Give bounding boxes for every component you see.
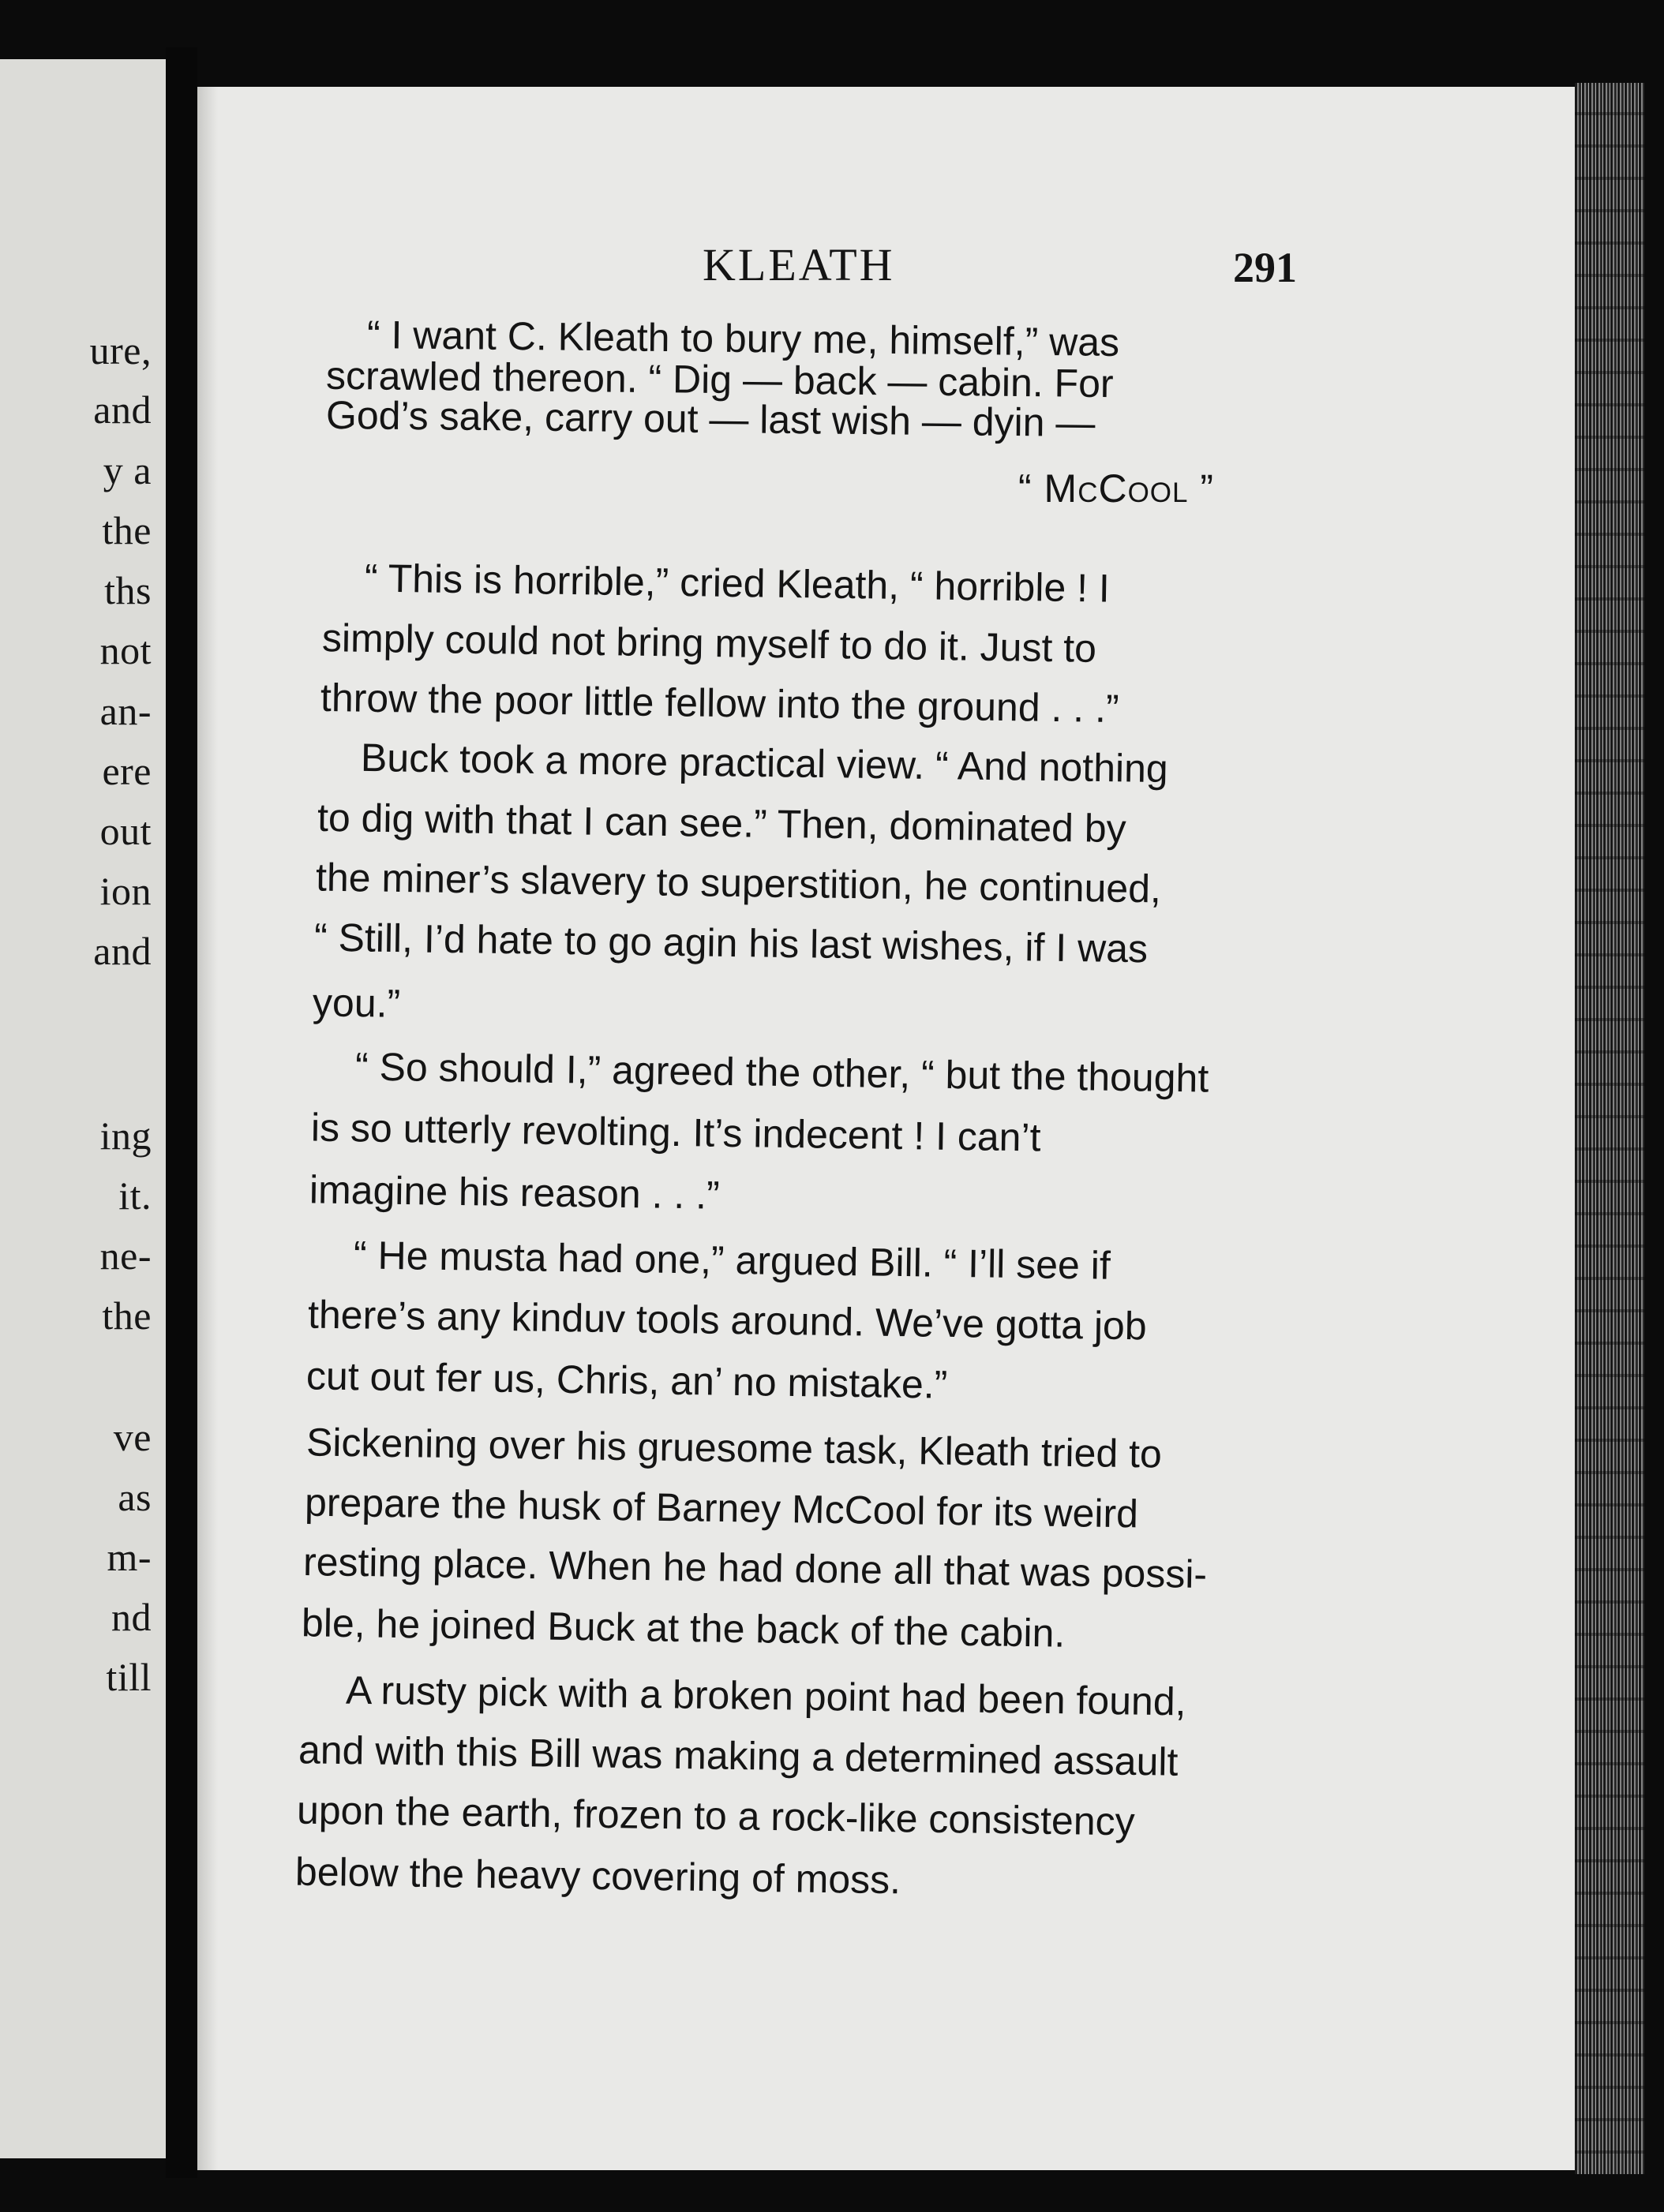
previous-page-fragment: y a [103,448,152,492]
previous-page-fragment: out [99,809,152,853]
previous-page-fragment: it. [118,1173,152,1218]
body-line: imagine his reason . . .” [309,1167,721,1218]
note-signature [1018,466,1214,511]
book-page-edges [1575,83,1644,2174]
previous-page-fragment: ion [99,869,152,913]
body-line: throw the poor little fellow into the ground . . .” [320,675,1119,732]
running-head: KLEATH [703,239,895,290]
note-line: scrawled thereon. “ Dig — back — cabin. For [325,353,1114,406]
body-line: is so utterly revolting. It’s indecent ! I can’t [310,1105,1041,1160]
body-line: you.” [312,980,401,1026]
body-line: upon the earth, frozen to a rock-like consistency [296,1787,1136,1844]
previous-page-fragment: ve [113,1415,152,1459]
body-line: there’s any kinduv tools around. We’ve gotta job [307,1292,1148,1349]
body-line: resting place. When he had done all that was possi- [302,1540,1208,1596]
body-line: “ This is horrible,” cried Kleath, “ horrible ! I [364,556,1111,611]
previous-page-fragment: ne- [99,1233,152,1278]
body-line: ble, he joined Buck at the back of the cabin. [301,1600,1066,1656]
body-line: to dig with that I can see.” Then, dominated by [317,795,1127,851]
previous-page-fragment: ere [102,749,152,793]
body-line: “ Still, I’d hate to go agin his last wishes, if I was [313,915,1149,971]
previous-page-fragment: till [106,1655,152,1699]
body-line: Buck took a more practical view. “ And nothing [360,735,1169,792]
page-curve-shadow [197,87,218,2170]
body-line: and with this Bill was making a determined assault [298,1727,1179,1784]
previous-page-fragment: as [118,1475,152,1519]
body-line: simply could not bring myself to do it. Just to [321,616,1097,671]
body-line: prepare the husk of Barney McCool for its weird [304,1480,1139,1536]
body-line: the miner’s slavery to superstition, he continued, [315,855,1162,911]
note-line: God’s sake, carry out — last wish — dyin — [325,392,1096,446]
previous-page-fragment: an- [99,689,152,733]
previous-page-fragment: ure, [89,328,152,372]
previous-page-fragment: and [93,387,152,432]
note-line: “ I want C. Kleath to bury me, himself,” was [366,313,1120,365]
previous-page-edge [0,59,166,2158]
previous-page-fragment: the [102,1293,152,1338]
previous-page-fragment: and [93,929,152,973]
previous-page-fragment: m- [107,1535,152,1579]
body-line: A rusty pick with a broken point had been found, [345,1667,1186,1724]
body-line: “ He musta had one,” argued Bill. “ I’ll see if [353,1233,1111,1288]
previous-page-fragment: not [99,628,152,672]
signature-name: McCool [1044,466,1189,511]
body-line: Sickening over his gruesome task, Kleath tried to [305,1420,1163,1477]
book-page [197,87,1575,2170]
previous-page-fragment: ing [99,1113,152,1158]
body-line: cut out fer us, Chris, an’ no mistake.” [305,1353,948,1407]
binding-gutter [166,47,197,2178]
signature-open-quote: “ [1018,466,1044,511]
previous-page-fragment: ths [104,568,152,612]
body-line: “ So should I,” agreed the other, “ but the thought [354,1044,1209,1101]
body-line: below the heavy covering of moss. [294,1849,901,1903]
previous-page-fragment: nd [111,1595,152,1639]
previous-page-fragment: the [102,508,152,552]
signature-close-quote: ” [1188,466,1215,511]
page-number: 291 [1233,244,1297,291]
